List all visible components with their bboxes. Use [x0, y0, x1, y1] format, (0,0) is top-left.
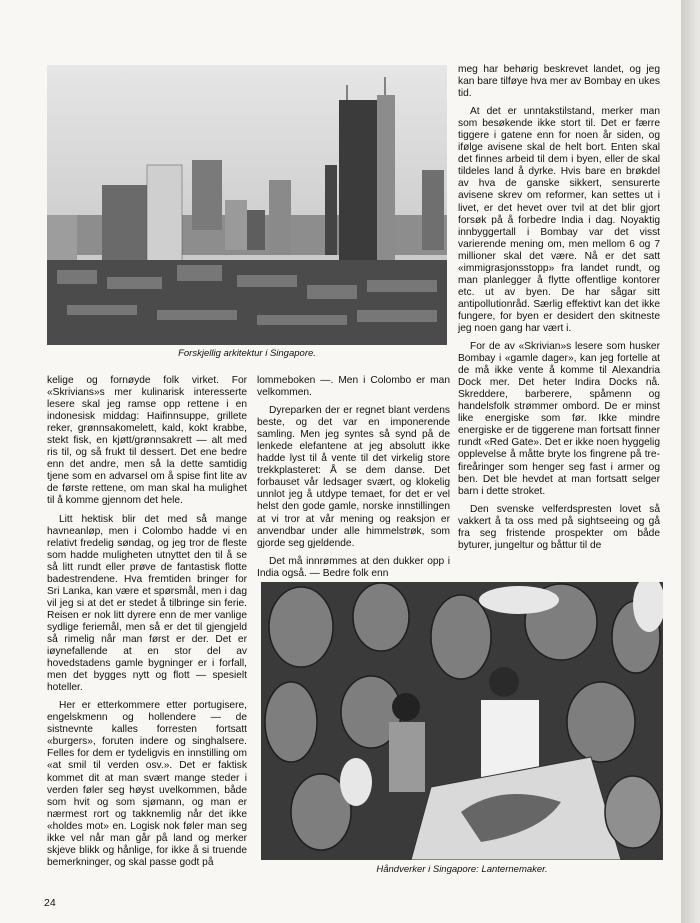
right-paragraph-3: For de av «Skrivian»s lesere som husker Bombay i «gamle dager», kan jeg fortelle at de må ikke vente å komme til Alexandria Dock mer. Det heter Indira Docks nå. Skreddere, barberere, spåmenn og handelsfolk strømmer ombord. De er minst like energiske som før. Ikke mindre energiske er de tiggerene man fortsatt finner rundt «Red Gate». Det er ikke noen hyggelig opplevelse å måtte bryte los fingrene på tre-fireåringer som henger seg fast i armer og ben. Det ble hevdet at man fortsatt selger barn i dette stroket. [458, 341, 660, 497]
right-paragraph-1: meg har behørig beskrevet landet, og jeg kan bare tilføye hva mer av Bombay en ukes tid. [458, 64, 660, 100]
middle-column [257, 375, 450, 580]
page-edge [681, 0, 700, 923]
lantern-maker-photo [261, 582, 663, 860]
left-paragraph-1: kelige og fornøyde folk virket. For «Skrivians»s mer kulinarisk interesserte lesere skal jeg ramse opp rettene i en indonesisk middag: Haifinnsuppe, grillete reker, grønnsakomelett, kald, kokt krabbe, stekt fisk, en kjøtt/grønnsakrett — alt med ris til, og så frukt til dessert. Det ene bedre enn det andre, men så la dette samtidig tjene som en advarsel om å spise fint lite av de første rettene, om man skal ha mulighet til å komme gjennom det hele. [47, 375, 247, 507]
left-column [47, 375, 247, 869]
left-paragraph-2: Litt hektisk blir det med så mange havneanløp, men i Colombo hadde vi en relativt fredelig søndag, og jeg tror de fleste som hadde muligheten utnyttet den til å se så litt rundt eller prøve de fantastisk flotte badestrendene. Hva fremtiden bringer for Sri Lanka, kan være et spørsmål, men i dag vil jeg si at det er stedet å tilbringe sin ferie. Reisen er nok litt dyrere enn de mer vanlige sydlige feriemål, men så er det til gjengjeld så rimelig når man først er der. Det er iøynefallende at en stor del av hovedstadens gamle bygninger er i forfall, men det bygges nytt og flott — spesielt hoteller. [47, 513, 247, 694]
top-photo-caption: Forskjellig arkitektur i Singapore. [178, 348, 316, 359]
right-paragraph-4: Den svenske velferdspresten lovet så vakkert å ta oss med på sightseeing og gå fra seg fristende prospekter om både byturer, jungeltur og båttur til de [458, 503, 660, 551]
left-paragraph-3: Her er etterkommere etter portugisere, engelskmenn og hollendere — de sistnevnte kalles forresten fortsatt «burgers», foruten indere og singhalsere. Felles for dem er tydeligvis en innstilling om «at smil til verden osv.». Det er faktisk kommet dit at man svært mange steder i verden føler seg høyst uvelkommen, både som hvit og som sjømann, og man er nærmest rort og takknemlig når det ikke «holdes mot» en. Logisk nok føler man seg ikke vel når man går på land og merker skjeve blikk og hånlige, for ikke å si truende bemerkninger, og skal passe godt på [47, 700, 247, 868]
right-paragraph-2: At det er unntakstilstand, merker man som besøkende ikke stort til. Det er færre tiggere i gatene enn for noen år siden, og ifølge avisene skal de helt bort. Enten skal det finnes arbeid til dem i byen, eller de skal tildeles land å dyrke. Hvis bare en brøkdel av hva de ganske sikkert, sensurerte avisene skrev om reformer, kan settes ut i livet, er det hevet over tvil at det blir gjort forsøk på å forbedre India i dag. Noyaktig innbyggertall i Bombay var det visst varierende mening om, men mellom 6 og 7 millioner skal det være. Nå er det satt «immigrasjonsstopp» fra landet rundt, og man planlegger å flytte offentlige kontorer etc. ut av byen. De har sågar sitt antipollutionråd. Særlig effektivt kan det ikke fungere, for byen er desidert den skitneste jeg noen gang har vært i. [458, 106, 660, 334]
middle-paragraph-3: Det må innrømmes at den dukker opp i India også. — Bedre folk enn [257, 555, 450, 579]
bottom-photo-caption: Håndverker i Singapore: Lanternemaker. [376, 864, 548, 875]
skyline-image [47, 65, 447, 345]
middle-paragraph-1: lommeboken —. Men i Colombo er man velkommen. [257, 375, 450, 399]
middle-paragraph-2: Dyreparken der er regnet blant verdens beste, og det var en imponerende samling. Men jeg syntes så synd på de lenkede elefantene at jeg absolutt ikke hadde lyst til å vente til det virkelig store trekkplasteret: Å se dem danse. Det forbauset vår ledsager svært, og klokelig unnlot jeg å utdype temaet, for det er vel helst den gode gamle, norske innstillingen at vi tror at vår mening og reaksjon er anvendbar under alle himmelstrøk, som gjorde seg gjeldende. [257, 405, 450, 549]
page-number: 24 [44, 897, 56, 909]
skyline-photo [47, 65, 447, 345]
lantern-image [261, 582, 663, 860]
right-column-top [458, 64, 660, 552]
